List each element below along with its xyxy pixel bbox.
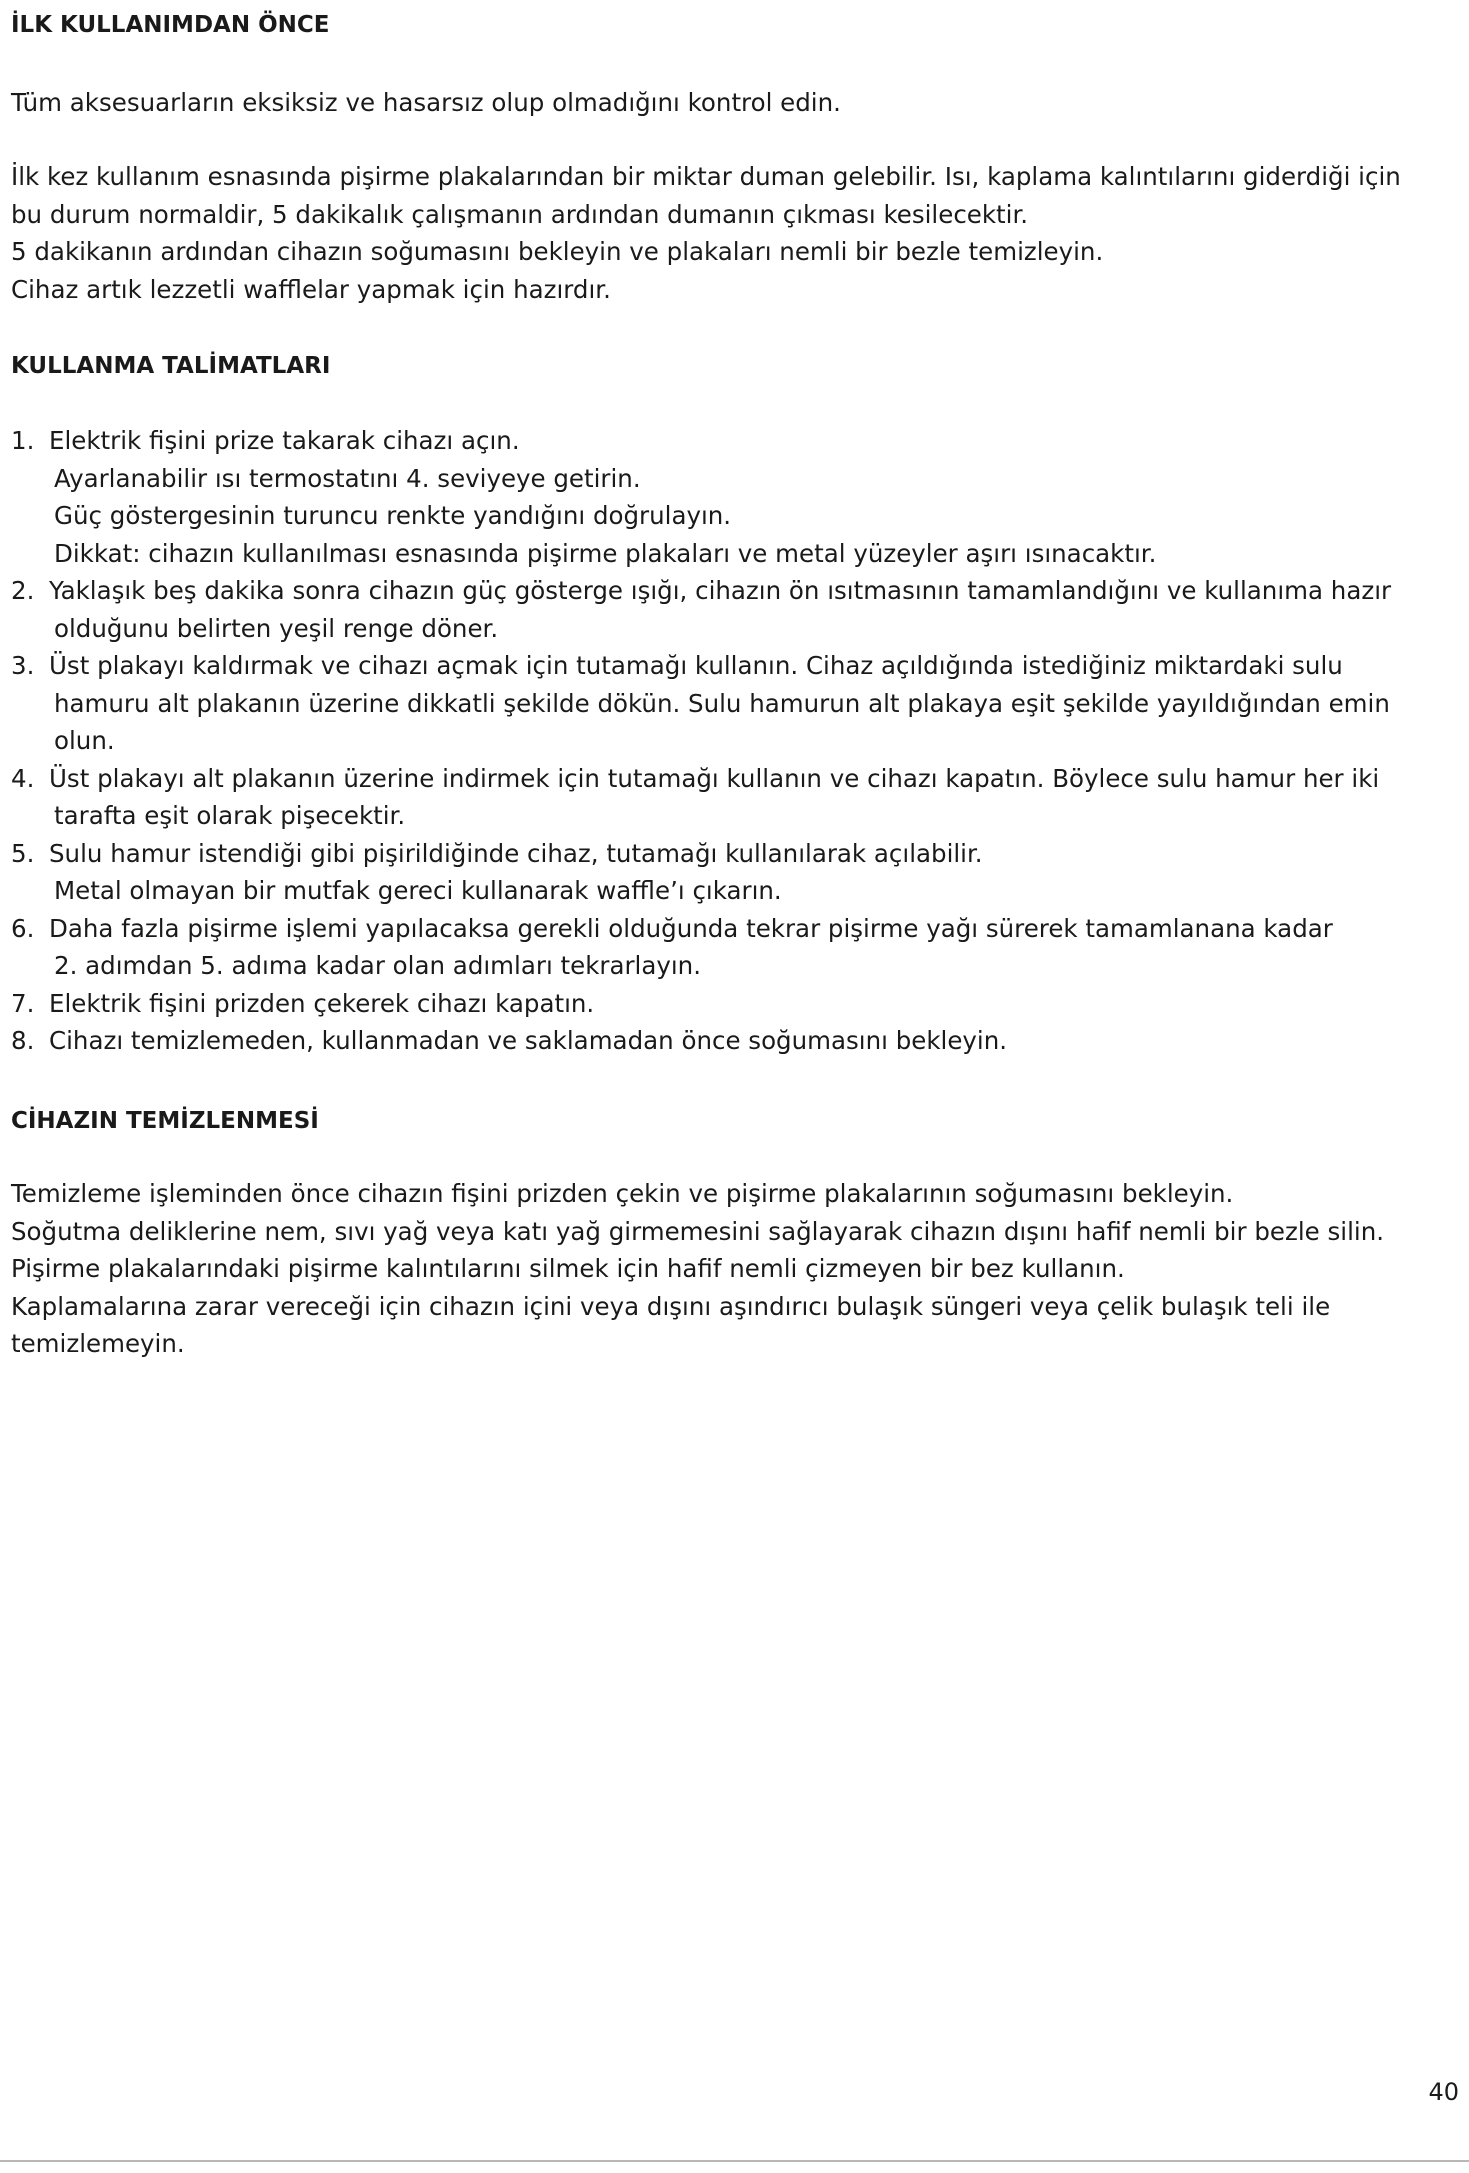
paragraph-cleaning-instructions bbox=[11, 1175, 1451, 1363]
list-item-1 bbox=[11, 422, 1451, 572]
list-number: 3. bbox=[11, 651, 35, 680]
list-number: 8. bbox=[11, 1026, 35, 1055]
list-item-8 bbox=[11, 1022, 1451, 1060]
text-line: hamuru alt plakanın üzerine dikkatli şekilde dökün. Sulu hamurun alt plakaya eşit şekilde yayıldığından emin bbox=[54, 688, 1390, 718]
heading-usage-instructions: KULLANMA TALİMATLARI bbox=[11, 353, 331, 379]
paragraph-accessories-check bbox=[11, 84, 1451, 122]
list-item-3 bbox=[11, 647, 1451, 760]
list-number: 5. bbox=[11, 838, 35, 868]
text-line: olun. bbox=[54, 726, 115, 755]
text-line: Soğutma deliklerine nem, sıvı yağ veya katı yağ girmemesini sağlayarak cihazın dışını hafif nemli bir bezle silin. bbox=[11, 1216, 1385, 1246]
text-line: Temizleme işleminden önce cihazın fişini prizden çekin ve pişirme plakalarının soğumasını bekleyin. bbox=[11, 1179, 1234, 1208]
text-line: Elektrik fişini prize takarak cihazı açın. bbox=[49, 426, 520, 455]
text-line: Ayarlanabilir ısı termostatını 4. seviyeye getirin. bbox=[54, 463, 641, 493]
text-line: İlk kez kullanım esnasında pişirme plakalarından bir miktar duman gelebilir. Isı, kaplama kalıntılarını giderdiği için bbox=[11, 162, 1401, 191]
list-number: 4. bbox=[11, 763, 35, 793]
text-line: tarafta eşit olarak pişecektir. bbox=[54, 801, 406, 830]
text-line: Cihaz artık lezzetli wafflelar yapmak için hazırdır. bbox=[11, 274, 611, 304]
list-number: 1. bbox=[11, 426, 35, 455]
text-line: Sulu hamur istendiği gibi pişirildiğinde cihaz, tutamağı kullanılarak açılabilir. bbox=[49, 838, 983, 868]
footer-divider bbox=[0, 2160, 1469, 2162]
text-line: Güç göstergesinin turuncu renkte yandığını doğrulayın. bbox=[54, 501, 732, 530]
list-number: 7. bbox=[11, 988, 35, 1018]
text-line: Pişirme plakalarındaki pişirme kalıntılarını silmek için hafif nemli çizmeyen bir bez kullanın. bbox=[11, 1254, 1125, 1283]
list-item-6 bbox=[11, 910, 1451, 985]
list-item-2 bbox=[11, 572, 1451, 647]
text-line: temizlemeyin. bbox=[11, 1329, 185, 1358]
text-line: Kaplamalarına zarar vereceği için cihazın içini veya dışını aşındırıcı bulaşık süngeri veya çelik bulaşık teli ile bbox=[11, 1291, 1331, 1321]
list-item-4 bbox=[11, 760, 1451, 835]
heading-before-first-use: İLK KULLANIMDAN ÖNCE bbox=[11, 12, 330, 38]
text-line: Metal olmayan bir mutfak gereci kullanarak waffle’ı çıkarın. bbox=[54, 876, 782, 905]
page-number: 40 bbox=[1428, 2078, 1459, 2106]
list-number: 2. bbox=[11, 576, 35, 605]
list-number: 6. bbox=[11, 913, 35, 943]
text-line: Daha fazla pişirme işlemi yapılacaksa gerekli olduğunda tekrar pişirme yağı sürerek tamamlanana kadar bbox=[49, 913, 1333, 943]
text-line: Üst plakayı kaldırmak ve cihazı açmak için tutamağı kullanın. Cihaz açıldığında istediğiniz miktardaki sulu bbox=[49, 651, 1343, 680]
paragraph-first-use-smoke bbox=[11, 158, 1451, 308]
text-line: Cihazı temizlemeden, kullanmadan ve saklamadan önce soğumasını bekleyin. bbox=[49, 1026, 1008, 1055]
text-line: 5 dakikanın ardından cihazın soğumasını bekleyin ve plakaları nemli bir bezle temizleyin. bbox=[11, 237, 1104, 266]
text-line: Elektrik fişini prizden çekerek cihazı kapatın. bbox=[49, 988, 595, 1018]
text-line: Tüm aksesuarların eksiksiz ve hasarsız olup olmadığını kontrol edin. bbox=[11, 88, 841, 117]
text-line: olduğunu belirten yeşil renge döner. bbox=[54, 613, 499, 643]
instructions-list bbox=[11, 422, 1451, 1060]
heading-cleaning: CİHAZIN TEMİZLENMESİ bbox=[11, 1108, 319, 1134]
list-item-7 bbox=[11, 985, 1451, 1023]
text-line: Üst plakayı alt plakanın üzerine indirmek için tutamağı kullanın ve cihazı kapatın. Böylece sulu hamur her iki bbox=[49, 763, 1380, 793]
text-line: Dikkat: cihazın kullanılması esnasında pişirme plakaları ve metal yüzeyler aşırı ısınacaktır. bbox=[54, 538, 1157, 568]
text-line: 2. adımdan 5. adıma kadar olan adımları tekrarlayın. bbox=[54, 951, 702, 980]
text-line: Yaklaşık beş dakika sonra cihazın güç gösterge ışığı, cihazın ön ısıtmasının tamamlandığını ve kullanıma hazır bbox=[49, 576, 1392, 605]
text-line: bu durum normaldir, 5 dakikalık çalışmanın ardından dumanın çıkması kesilecektir. bbox=[11, 199, 1029, 229]
list-item-5 bbox=[11, 835, 1451, 910]
